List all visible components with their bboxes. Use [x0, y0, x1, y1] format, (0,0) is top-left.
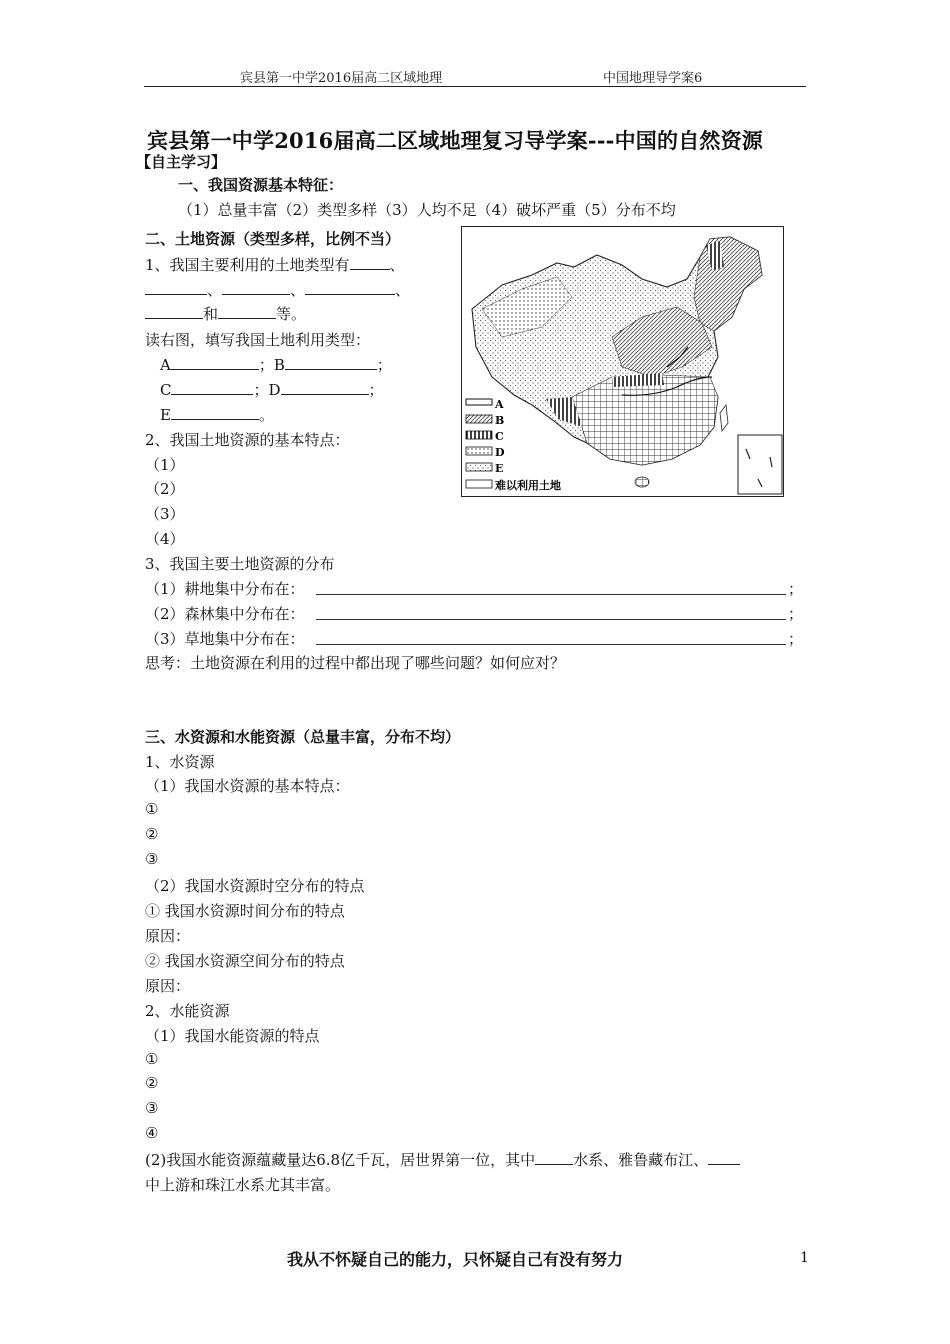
blank-a — [171, 355, 259, 370]
self-study-label: 【自主学习】 — [136, 153, 227, 171]
answer-line — [316, 619, 786, 620]
circle-2: ② — [145, 825, 159, 843]
punct: 、 — [290, 281, 306, 299]
blank — [535, 1150, 573, 1165]
label-c: C — [160, 381, 172, 399]
reserve-text: (2)我国水能资源蕴藏量达6.8亿千瓦，居世界第一位，其中 — [145, 1151, 536, 1169]
blank-b — [285, 355, 377, 370]
and-text: 和 — [203, 305, 219, 323]
punct: ； — [788, 630, 804, 648]
punct: ； — [368, 381, 384, 399]
label-d: ；D — [253, 381, 281, 399]
legend-swatch-c — [466, 431, 492, 439]
header-rule — [144, 86, 806, 87]
page-title: 宾县第一中学2016届高二区域地理复习导学案---中国的自然资源 — [147, 128, 763, 153]
point-2: （2） — [145, 480, 185, 498]
south-sea-inset — [738, 435, 782, 494]
punct: ； — [788, 580, 804, 598]
water-distribution: （2）我国水资源时空分布的特点 — [145, 877, 365, 895]
blank-c — [171, 380, 253, 395]
answer-line — [316, 594, 786, 595]
sec2-q1-line3 — [145, 303, 306, 324]
legend-d: D — [495, 446, 505, 459]
dist-farmland: （1）耕地集中分布在： — [145, 580, 305, 598]
think-question: 思考：土地资源在利用的过程中都出现了哪些问题？如何应对？ — [145, 654, 566, 672]
punct: ； — [788, 605, 804, 623]
sec1-heading: 一、我国资源基本特征： — [178, 176, 344, 194]
circle-3: ③ — [145, 850, 159, 868]
water-resources: 1、水资源 — [145, 753, 215, 771]
legend-swatch-b — [466, 415, 492, 423]
region-grid-south — [572, 375, 718, 465]
map-blank-row-ab — [160, 354, 392, 375]
reason-1: 原因： — [145, 927, 191, 945]
legend-c: C — [495, 430, 504, 443]
legend-e: E — [495, 462, 504, 475]
china-map-illustration — [462, 227, 783, 496]
region-b-northeast — [694, 237, 762, 331]
legend-swatch-e — [466, 463, 492, 471]
punct: 、 — [389, 256, 405, 274]
answer-line — [316, 644, 786, 645]
legend-swatch-a — [466, 399, 492, 405]
sec2-q3: 3、我国主要土地资源的分布 — [145, 555, 335, 573]
legend-swatch-unusable — [466, 480, 492, 488]
land-use-map — [461, 226, 784, 497]
map-blank-row-cd — [160, 379, 384, 400]
label-a: A — [160, 356, 171, 374]
sec2-q1-line1 — [145, 254, 405, 275]
header-left: 宾县第一中学2016届高二区域地理 — [240, 71, 443, 86]
circle-1: ① — [145, 800, 159, 818]
header-right: 中国地理导学案6 — [603, 71, 703, 86]
legend-b: B — [495, 414, 505, 427]
blank — [218, 304, 276, 319]
hp-circle-3: ③ — [145, 1099, 159, 1117]
hp-circle-2: ② — [145, 1074, 159, 1092]
water-basic-features: （1）我国水资源的基本特点： — [145, 777, 350, 795]
blank — [305, 280, 395, 295]
sec2-q1-text: 1、我国主要利用的土地类型有 — [145, 256, 350, 274]
point-4: （4） — [145, 530, 185, 548]
point-1: （1） — [145, 456, 185, 474]
punct: 、 — [395, 281, 411, 299]
dist-forest: （2）森林集中分布在： — [145, 605, 305, 623]
etc-text: 等。 — [276, 305, 307, 323]
blank-d — [281, 380, 369, 395]
hydropower-reserve-end: 中上游和珠江水系尤其丰富。 — [145, 1176, 341, 1194]
sec2-q2: 2、我国土地资源的基本特点： — [145, 431, 350, 449]
punct: ； — [376, 356, 392, 374]
time-distribution: ① 我国水资源时间分布的特点 — [145, 902, 345, 920]
reason-2: 原因： — [145, 977, 191, 995]
sec1-body: （1）总量丰富（2）类型多样（3）人均不足（4）破坏严重（5）分布不均 — [178, 201, 676, 219]
space-distribution: ② 我国水资源空间分布的特点 — [145, 952, 345, 970]
legend-a: A — [495, 398, 504, 411]
hainan-island — [635, 477, 649, 487]
point-3: （3） — [145, 505, 185, 523]
blank — [222, 280, 290, 295]
map-blank-row-e — [160, 404, 274, 425]
reserve-text-2: 水系、雅鲁藏布江、 — [573, 1151, 709, 1169]
blank — [145, 304, 203, 319]
punct: 、 — [207, 281, 223, 299]
blank-e — [171, 405, 259, 420]
legend-unusable: 难以利用土地 — [495, 479, 561, 492]
sec3-heading: 三、水资源和水能资源（总量丰富，分布不均） — [145, 728, 461, 746]
label-b: ；B — [258, 356, 285, 374]
page-number: 1 — [800, 1250, 809, 1266]
blank — [145, 280, 207, 295]
sec2-q1-line2 — [145, 279, 410, 300]
sec2-heading: 二、土地资源（类型多样，比例不当） — [145, 230, 401, 248]
hp-circle-4: ④ — [145, 1124, 159, 1142]
dist-grassland: （3）草地集中分布在： — [145, 630, 305, 648]
hydropower-features: （1）我国水能资源的特点 — [145, 1027, 320, 1045]
blank — [350, 255, 390, 270]
punct: 。 — [258, 406, 274, 424]
label-e: E — [160, 406, 171, 424]
hydropower: 2、水能资源 — [145, 1002, 230, 1020]
taiwan-island — [720, 405, 728, 431]
blank — [708, 1150, 740, 1165]
footer-motto: 我从不怀疑自己的能力，只怀疑自己有没有努力 — [287, 1250, 624, 1269]
hp-circle-1: ① — [145, 1050, 159, 1068]
hydropower-reserve — [145, 1149, 740, 1170]
read-map-instruction: 读右图，填写我国土地利用类型： — [145, 331, 371, 349]
legend-swatch-d — [466, 447, 492, 455]
